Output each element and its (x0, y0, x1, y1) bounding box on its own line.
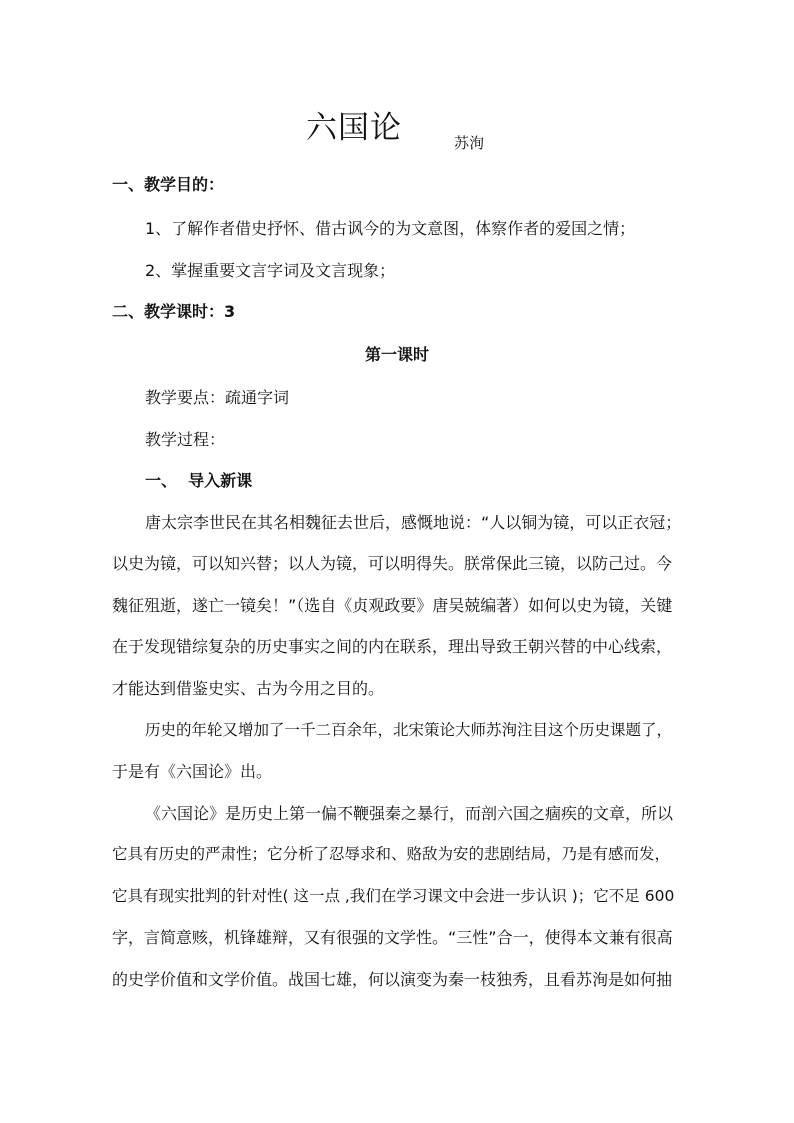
document-author: 苏洵 (454, 134, 485, 152)
paragraph-line: 历史的年轮又增加了一千二百余年，北宋策论大师苏洵注目这个历史课题了， (145, 721, 673, 739)
paragraph-line: 魏征殂逝，遂亡一镜矣！”（选自《贞观政要》唐吴兢编著）如何以史为镜，关键 (112, 596, 673, 615)
paragraph-line: 以史为镜，可以知兴替；以人为镜，可以明得失。朕常保此三镜，以防己过。今 (112, 554, 673, 573)
objective-item-2: 2、掌握重要文言字词及文言现象； (145, 261, 396, 280)
teaching-key-points: 教学要点：疏通字词 (145, 388, 290, 407)
paragraph-line: 字，言简意赅，机锋雄辩，又有很强的文学性。“三性”合一，使得本文兼有很高 (112, 928, 673, 947)
document-title: 六国论 (306, 110, 402, 146)
paragraph-line: 才能达到借鉴史实、古为今用之目的。 (112, 679, 385, 698)
lesson-title: 第一课时 (364, 345, 429, 364)
paragraph-line: 于是有《六国论》出。 (112, 762, 273, 781)
paragraph-line: 它具有现实批判的针对性( 这一点 ,我们在学习课文中会进一步认识 )；它不足 600 (112, 887, 675, 905)
paragraph-line: 唐太宗李世民在其名相魏征去世后，感慨地说：“人以铜为镜，可以正衣冠； (145, 513, 682, 532)
teaching-process-label: 教学过程： (145, 430, 226, 449)
intro-heading: 一、 导入新课 (145, 471, 253, 490)
objective-item-1: 1、了解作者借史抒怀、借古讽今的为文意图，体察作者的爱国之情； (145, 219, 636, 238)
section-heading-periods: 二、教学课时：3 (112, 302, 236, 321)
paragraph-line: 它具有历史的严肃性；它分析了忍辱求和、赂敌为安的悲剧结局，乃是有感而发， (112, 845, 671, 863)
paragraph-line: 在于发现错综复杂的历史事实之间的内在联系，理出导致王朝兴替的中心线索， (112, 637, 673, 656)
paragraph-line: 《六国论》是历史上第一偏不鞭强秦之暴行，而剖六国之痼疾的文章，所以 (145, 804, 674, 823)
section-heading-objectives: 一、教学目的： (112, 175, 225, 194)
paragraph-line: 的史学价值和文学价值。战国七雄，何以演变为秦一枝独秀，且看苏洵是如何抽 (112, 970, 673, 989)
